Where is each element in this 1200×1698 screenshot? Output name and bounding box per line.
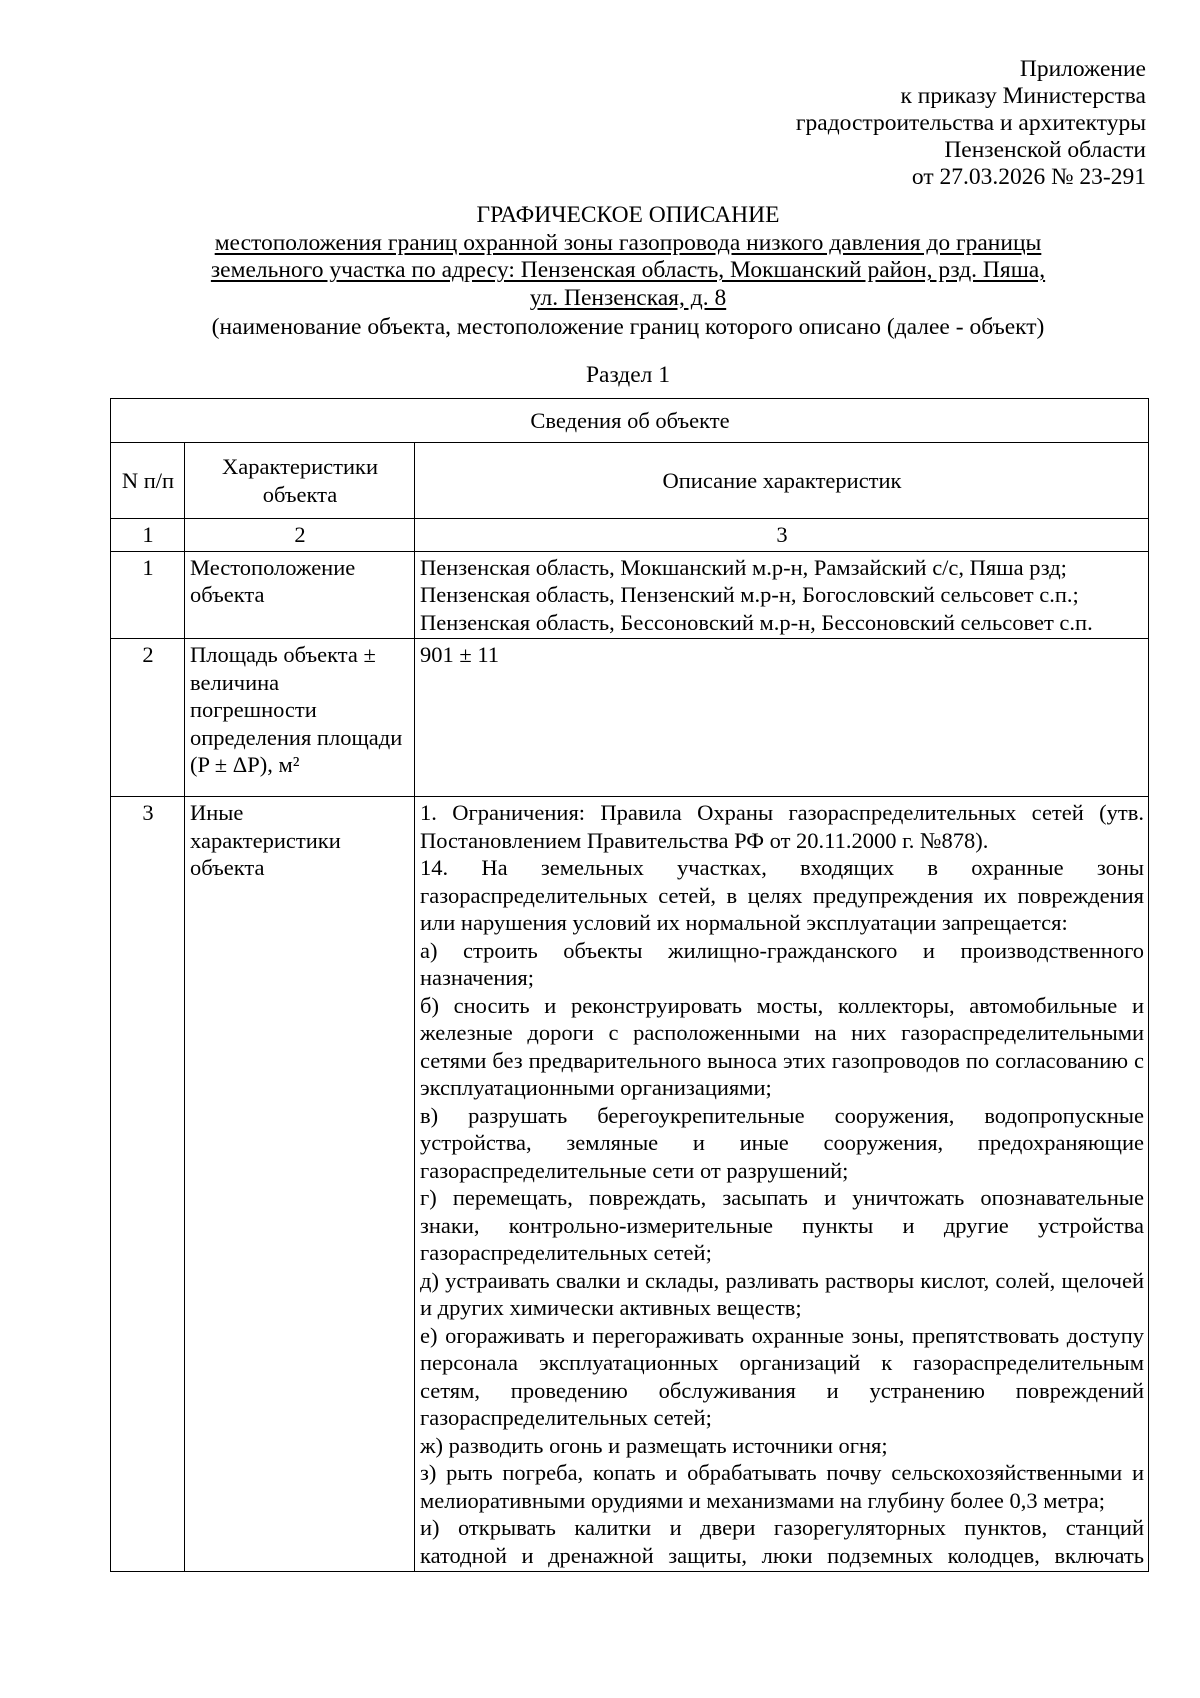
restriction-paragraph: з) рыть погреба, копать и обрабатывать почву сельскохозяйственными и мелиоративными орудиями и механизмами на глубину более 0,3 метра; — [420, 1460, 1145, 1513]
column-number-row — [111, 519, 1149, 552]
table-row — [111, 551, 1149, 639]
row-num: 2 — [111, 639, 185, 797]
appendix-header — [546, 56, 1146, 191]
row-num: 1 — [111, 551, 185, 639]
table-header-row — [111, 443, 1149, 519]
table-row — [111, 797, 1149, 1572]
restriction-paragraph: е) огораживать и перегораживать охранные зоны, препятствовать доступу персонала эксплуатационных организаций к газораспределительным сетям, проведению обслуживания и устранению повреждений газораспределительных сетей; — [420, 1322, 1145, 1430]
header-characteristics: Характеристики объекта — [185, 443, 415, 519]
location-line: Пензенская область, Мокшанский м.р-н, Рамзайский с/с, Пяша рзд; — [420, 554, 1067, 580]
section-title: Раздел 1 — [585, 361, 671, 388]
appendix-line: Приложение — [1019, 56, 1146, 82]
restriction-paragraph: б) сносить и реконструировать мосты, коллекторы, автомобильные и железные дороги с расположенными на них газораспределительными сетями без предварительного выноса этих газопроводов по согласованию с эксплуатационными организациями; — [420, 992, 1145, 1100]
row-description — [415, 797, 1149, 1572]
location-line: Пензенская область, Пензенский м.р-н, Богословский сельсовет с.п.; — [420, 582, 1079, 607]
row-name: Площадь объекта ± величина погрешности определения площади (P ± ΔP), м² — [185, 639, 415, 797]
subtitle-line: земельного участка по адресу: Пензенская область, Мокшанский район, рзд. Пяша, — [210, 257, 1046, 283]
appendix-line: к приказу Министерства — [900, 83, 1146, 109]
restriction-paragraph: д) устраивать свалки и склады, разливать растворы кислот, солей, щелочей и других химически активных веществ; — [420, 1267, 1145, 1320]
row-name: Местоположение объекта — [185, 551, 415, 639]
restriction-paragraph: г) перемещать, повреждать, засыпать и уничтожать опознавательные знаки, контрольно-измерительные пункты и другие устройства газораспределительных сетей; — [420, 1185, 1145, 1265]
table-row — [111, 639, 1149, 797]
table-caption: Сведения об объекте — [111, 399, 1149, 443]
document-title: ГРАФИЧЕСКОЕ ОПИСАНИЕ — [476, 202, 780, 228]
appendix-date-number: от 27.03.2026 № 23-291 — [911, 164, 1146, 190]
restriction-paragraph: и) открывать калитки и двери газорегуляторных пунктов, станций катодной и дренажной защиты, люки подземных колодцев, включать — [420, 1515, 1145, 1568]
col-number: 2 — [185, 519, 415, 552]
appendix-line: Пензенской области — [944, 137, 1146, 163]
title-block — [110, 202, 1146, 389]
object-info-table — [110, 398, 1149, 1572]
row-name: Иные характеристики объекта — [185, 797, 415, 1572]
subtitle-line: ул. Пензенская, д. 8 — [529, 284, 727, 311]
header-num: N п/п — [111, 443, 185, 519]
col-number: 1 — [111, 519, 185, 552]
object-caption: (наименование объекта, местоположение границ которого описано (далее - объект) — [211, 314, 1045, 340]
restriction-paragraph: а) строить объекты жилищно-гражданского и производственного назначения; — [420, 937, 1145, 990]
restriction-paragraph: в) разрушать берегоукрепительные сооружения, водопропускные устройства, земляные и иные сооружения, предохраняющие газораспределительные сети от разрушений; — [420, 1102, 1145, 1183]
col-number: 3 — [415, 519, 1149, 552]
table-caption-row — [111, 399, 1149, 443]
row-num: 3 — [111, 797, 185, 1572]
header-description: Описание характеристик — [415, 443, 1149, 519]
restriction-paragraph: ж) разводить огонь и размещать источники огня; — [420, 1432, 888, 1458]
subtitle-line: местоположения границ охранной зоны газопровода низкого давления до границы — [214, 229, 1042, 256]
row-description — [415, 551, 1149, 639]
appendix-line: градостроительства и архитектуры — [795, 110, 1146, 136]
row-value: 901 ± 11 — [415, 639, 1149, 797]
restriction-paragraph: 1. Ограничения: Правила Охраны газораспределительных сетей (утв. Постановлением Правительства РФ от 20.11.2000 г. №878). — [420, 800, 1145, 853]
location-line: Пензенская область, Бессоновский м.р-н, Бессоновский сельсовет с.п. — [420, 609, 1093, 635]
restriction-paragraph: 14. На земельных участках, входящих в охранные зоны газораспределительных сетей, в целях предупреждения их повреждения или нарушения условий их нормальной эксплуатации запрещается: — [420, 855, 1145, 935]
